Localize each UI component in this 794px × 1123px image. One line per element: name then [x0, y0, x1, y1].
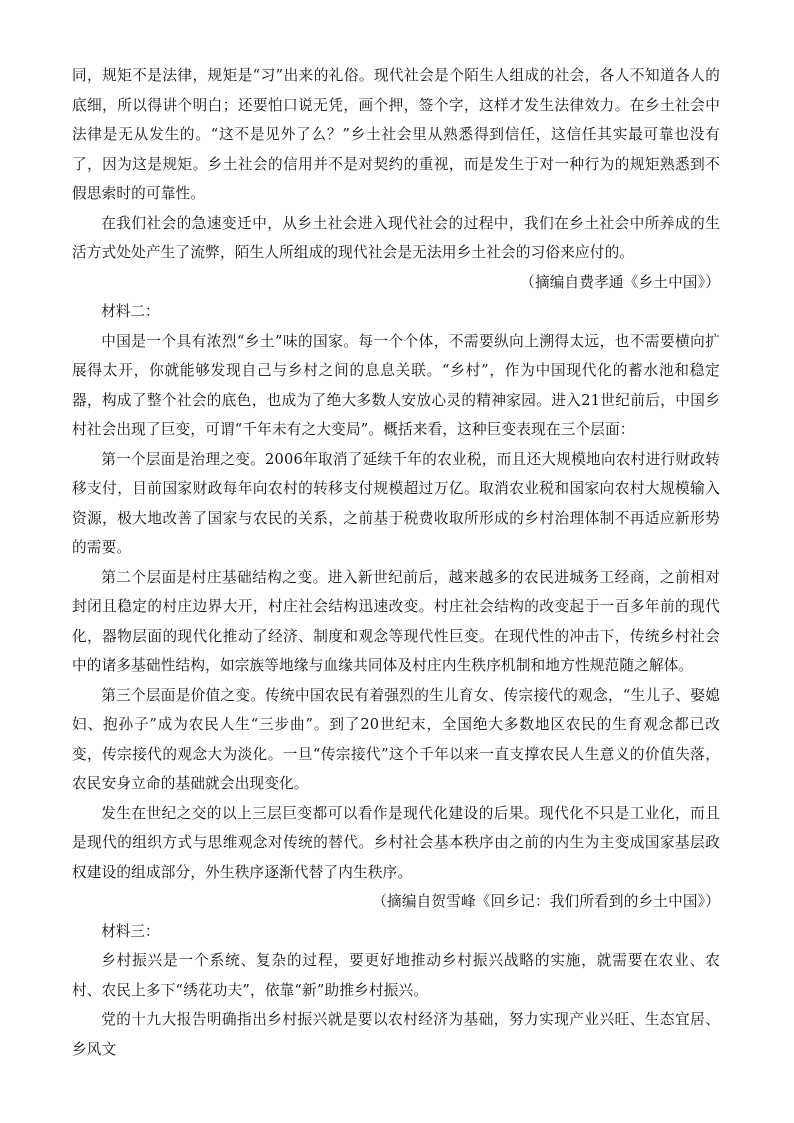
paragraph-rural-revitalization: 乡村振兴是一个系统、复杂的过程，要更好地推动乡村振兴战略的实施，就需要在农业、农村、农民上多下“绣花功夫”，依靠“新”助推乡村振兴。: [72, 952, 720, 999]
document-page: [72, 61, 720, 1064]
paragraph-party-report: 党的十九大报告明确指出乡村振兴就是要以农村经济为基础，努力实现产业兴旺、生态宜居、乡风文: [72, 1011, 720, 1058]
source-citation-1: （摘编自费孝通《乡土中国》）: [520, 273, 720, 291]
paragraph-rural-china: 中国是一个具有浓烈“乡土”味的国家。每一个个体，不需要纵向上溯得太远，也不需要横向扩展得太开，你就能够发现自己与乡村之间的息息关联。“乡村”，作为中国现代化的蓄水池和稳定器，构成了整个社会的底色，也成为了绝大多数人安放心灵的精神家园。进入21世纪前后，中国乡村社会出现了巨变，可谓“千年未有之大变局”。概括来看，这种巨变表现在三个层面：: [72, 332, 720, 438]
paragraph-social-change: 在我们社会的急速变迁中，从乡土社会进入现代社会的过程中，我们在乡土社会中所养成的生活方式处处产生了流弊，陌生人所组成的现代社会是无法用乡土社会的习俗来应付的。: [72, 214, 720, 261]
material-three-heading: 材料三：: [101, 922, 160, 940]
paragraph-structure-change: 第二个层面是村庄基础结构之变。进入新世纪前后，越来越多的农民进城务工经商，之前相对封闭且稳定的村庄边界大开，村庄社会结构迅速改变。村庄社会结构的改变起于一百多年前的现代化，器物层面的现代化推动了经济、制度和观念等现代性巨变。在现代性的冲击下，传统乡村社会中的诸多基础性结构，如宗族等地缘与血缘共同体及村庄内生秩序机制和地方性规范随之解体。: [72, 568, 720, 674]
source-citation-2: （摘编自贺雪峰《回乡记：我们所看到的乡土中国》）: [372, 893, 720, 910]
material-two-heading: 材料二：: [101, 303, 160, 320]
paragraph-rules-and-trust: 同，规矩不是法律，规矩是“习”出来的礼俗。现代社会是个陌生人组成的社会，各人不知道各人的底细，所以得讲个明白；还要怕口说无凭，画个押，签个字，这样才发生法律效力。在乡土社会中法律是无从发生的。“这不是见外了么？”乡土社会里从熟悉得到信任，这信任其实最可靠也没有了，因为这是规矩。乡土社会的信用并不是对契约的重视，而是发生于对一种行为的规矩熟悉到不假思索时的可靠性。: [72, 67, 720, 202]
paragraph-modernization: 发生在世纪之交的以上三层巨变都可以看作是现代化建设的后果。现代化不只是工业化，而且是现代的组织方式与思维观念对传统的替代。乡村社会基本秩序由之前的内生为主变成国家基层政权建设的组成部分，外生秩序逐渐代替了内生秩序。: [72, 804, 720, 881]
paragraph-value-change: 第三个层面是价值之变。传统中国农民有着强烈的生儿育女、传宗接代的观念，“生儿子、娶媳妇、抱孙子”成为农民人生“三步曲”。到了20世纪末，全国绝大多数地区农民的生育观念都已改变，传宗接代的观念大为淡化。一旦“传宗接代”这个千年以来一直支撑农民人生意义的价值失落，农民安身立命的基础就会出现变化。: [72, 686, 720, 792]
paragraph-governance-change: 第一个层面是治理之变。2006年取消了延续千年的农业税，而且还大规模地向农村进行财政转移支付，目前国家财政每年向农村的转移支付规模超过万亿。取消农业税和国家向农村大规模输入资源，极大地改善了国家与农民的关系，之前基于税费收取所形成的乡村治理体制不再适应新形势的需要。: [72, 450, 720, 556]
